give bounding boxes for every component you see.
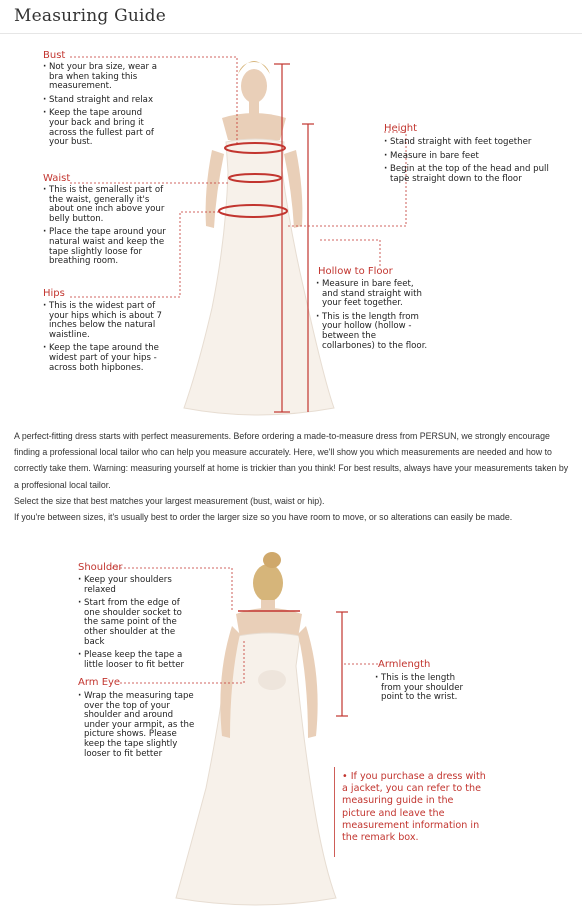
- hips-instructions: [43, 302, 171, 377]
- bust-instructions: [43, 63, 158, 152]
- back-dress-figure: [176, 552, 336, 905]
- bust-item: · Not your bra size, wear a bra when taking this measurement.: [43, 63, 158, 92]
- waist-label: Waist: [43, 173, 71, 184]
- note-text: If you purchase a dress with a jacket, you can refer to the measuring guide in the picture and leave the measurement information in the remark box.: [342, 771, 486, 844]
- shoulder-item: · Start from the edge of one shoulder socket to the same point of the other shoulder at the back: [78, 599, 190, 647]
- hips-label: Hips: [43, 288, 65, 299]
- hollow-instructions: [316, 280, 428, 355]
- bust-label: Bust: [43, 50, 66, 61]
- page-title: Measuring Guide: [14, 6, 166, 26]
- height-item: · Measure in bare feet: [384, 152, 564, 162]
- height-item: · Stand straight with feet together: [384, 138, 564, 148]
- hollow-item: · This is the length from your hollow (hollow - between the collarbones) to the floor.: [316, 313, 428, 351]
- waist-instructions: [43, 186, 171, 271]
- hips-item: · Keep the tape around the widest part of your hips - across both hipbones.: [43, 344, 171, 373]
- intro-paragraph: Select the size that best matches your largest measurement (bust, waist or hip).: [14, 495, 325, 506]
- waist-item: · Place the tape around your natural waist and keep the tape slightly loose for breathing room.: [43, 228, 171, 266]
- measurement-intro: [14, 428, 570, 525]
- armlength-label: Armlength: [378, 659, 431, 670]
- jacket-note: [334, 771, 487, 844]
- armlength-item: · This is the length from your shoulder point to the wrist.: [375, 674, 475, 703]
- waist-item: · This is the smallest part of the waist, generally it's about one inch above your belly button.: [43, 186, 171, 224]
- intro-paragraph: A perfect-fitting dress starts with perfect measurements. Before ordering a made-to-measure dress from PERSUN, we strongly encourage finding a professional local tailor who can help you measure accurately. Here, we'll show you which measurements are needed and how to correctly take them. Warning: measuring yourself at home is trickier than you think! For best results, always have your measurements taken by a proffesional local tailor.: [14, 431, 569, 490]
- bust-item: · Keep the tape around your back and bring it across the fullest part of your bust.: [43, 109, 158, 147]
- hollow-to-floor-label: Hollow to Floor: [318, 266, 393, 277]
- front-dress-figure: [184, 61, 334, 415]
- hips-item: · This is the widest part of your hips which is about 7 inches below the natural waistline.: [43, 302, 171, 340]
- arm-eye-instructions: [78, 692, 200, 763]
- shoulder-item: · Keep your shoulders relaxed: [78, 576, 190, 595]
- armlength-instructions: [375, 674, 475, 707]
- intro-paragraph: If you're between sizes, it's usually best to order the larger size so you have room to move, or so alterations can easily be made.: [14, 512, 513, 523]
- height-label: Height: [384, 123, 418, 134]
- shoulder-item: · Please keep the tape a little looser to fit better: [78, 651, 190, 670]
- height-item: · Begin at the top of the head and pull tape straight down to the floor: [384, 165, 564, 184]
- hollow-item: · Measure in bare feet, and stand straight with your feet together.: [316, 280, 428, 309]
- arm-eye-item: · Wrap the measuring tape over the top of your shoulder and around under your armpit, as the picture shows. Please keep the tape slightly looser to fit better: [78, 692, 200, 759]
- note-bullet: •: [342, 771, 351, 782]
- shoulder-label: Shoulder: [78, 562, 123, 573]
- shoulder-instructions: [78, 576, 190, 674]
- bust-item: · Stand straight and relax: [43, 96, 158, 106]
- height-instructions: [384, 138, 564, 188]
- arm-eye-label: Arm Eye: [78, 677, 121, 688]
